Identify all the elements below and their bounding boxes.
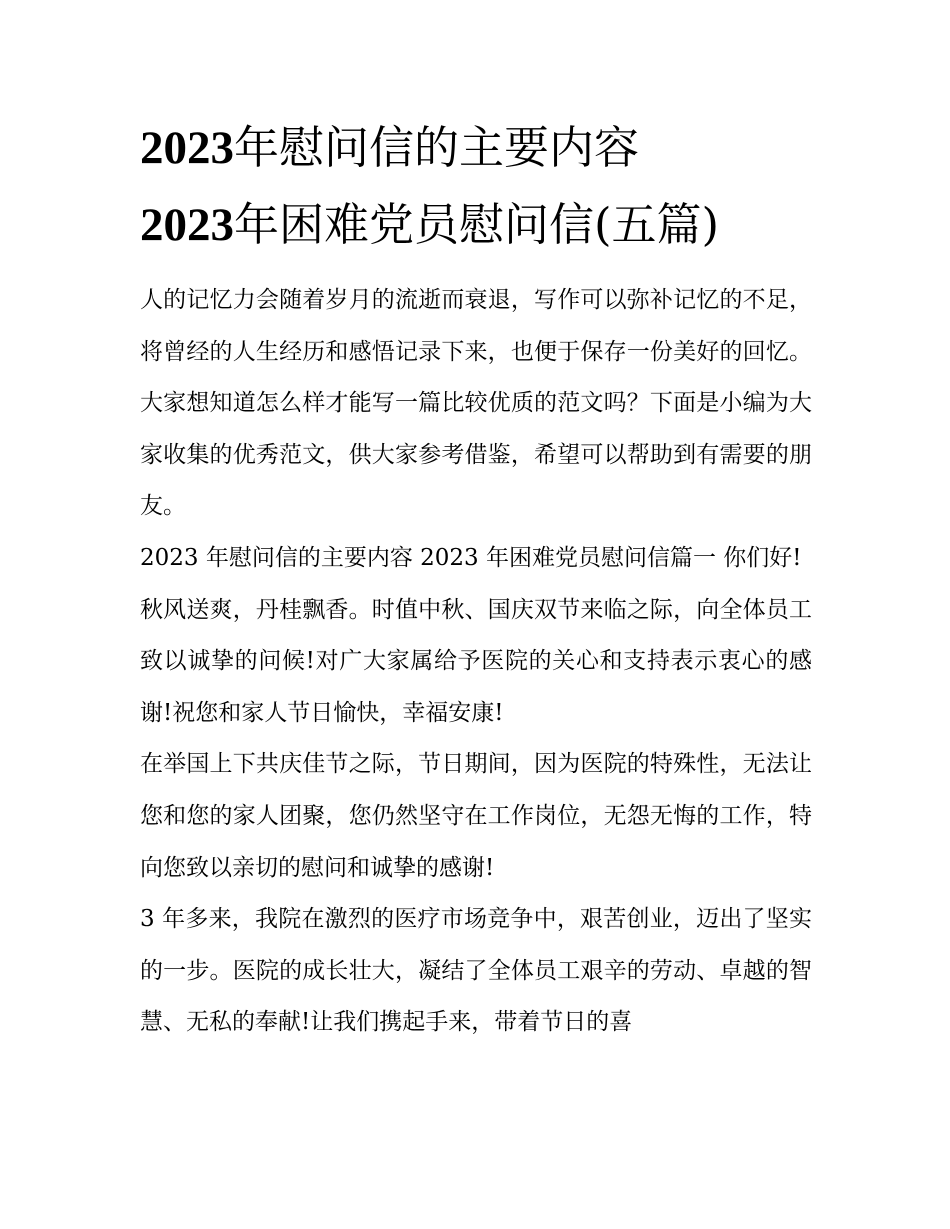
paragraph-festival-greeting: 秋风送爽，丹桂飘香。时值中秋、国庆双节来临之际，向全体员工致以诚挚的问候!对广大家属给予医院的关心和支持表示衷心的感谢!祝您和家人节日愉快，幸福安康! [140, 596, 812, 726]
paragraph-heading-greeting: 2023 年慰问信的主要内容 2023 年困难党员慰问信篇一 你们好! [140, 544, 802, 571]
title-text-1: 年慰问信的主要内容 [234, 121, 640, 174]
paragraph-hospital-growth: 3 年多来，我院在激烈的医疗市场竞争中，艰苦创业，迈出了坚实的一步。医院的成长壮大，凝结了全体员工艰辛的劳动、卓越的智慧、无私的奉献!让我们携起手来，带着节日的喜 [140, 906, 812, 1036]
paragraph-thanks: 在举国上下共庆佳节之际，节日期间，因为医院的特殊性，无法让您和您的家人团聚，您仍然坚守在工作岗位，无怨无悔的工作，特向您致以亲切的慰问和诚挚的感谢! [140, 751, 812, 881]
title-year-2: 2023 [140, 199, 234, 251]
title-text-2: 年困难党员慰问信(五篇) [234, 198, 720, 251]
paragraph-intro: 人的记忆力会随着岁月的流逝而衰退，写作可以弥补记忆的不足，将曾经的人生经历和感悟记录下来，也便于保存一份美好的回忆。大家想知道怎么样才能写一篇比较优质的范文吗？下面是小编为大家收集的优秀范文，供大家参考借鉴，希望可以帮助到有需要的朋友。 [140, 287, 812, 520]
document-body [140, 275, 812, 1049]
document-title-line-1 [140, 120, 830, 176]
title-year-1: 2023 [140, 122, 234, 174]
document-title-line-2 [140, 197, 830, 253]
